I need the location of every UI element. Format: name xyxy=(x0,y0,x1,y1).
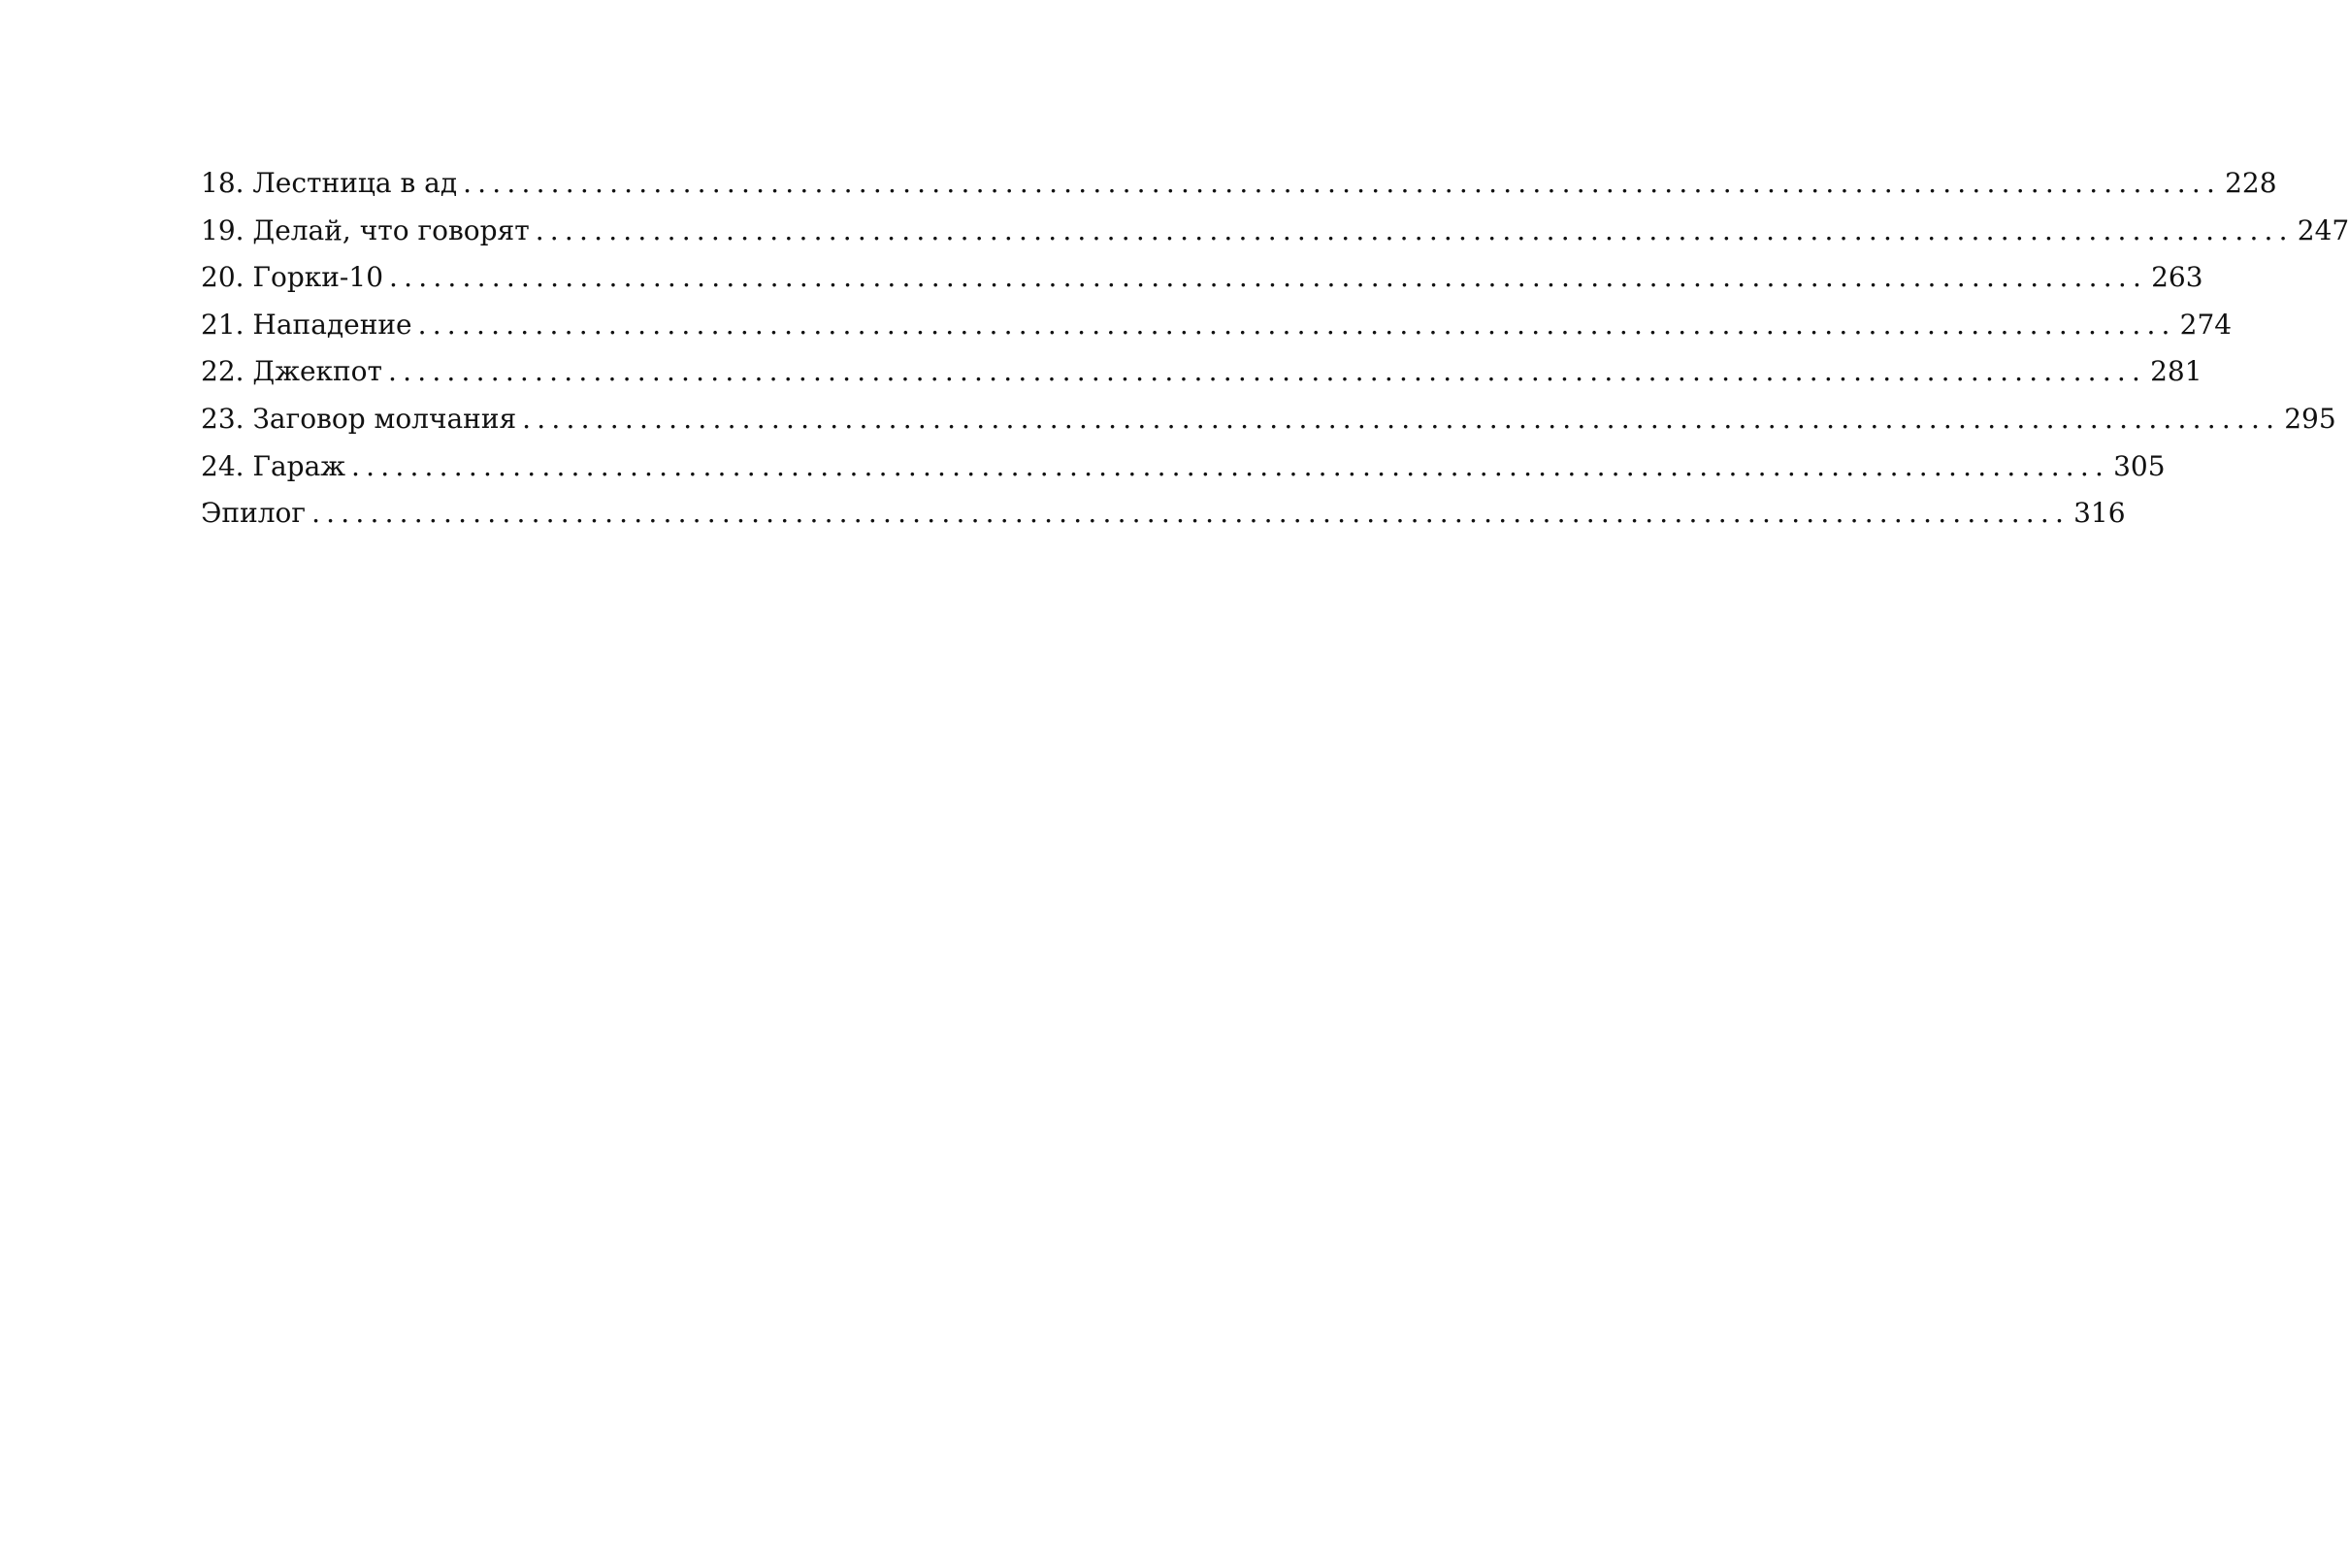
dot-leader: ........................................................................................................................ xyxy=(311,497,2071,530)
dot-leader: ........................................................................................................................ xyxy=(351,449,2110,482)
entry-page-number: 228 xyxy=(2225,167,2277,199)
toc-entry xyxy=(201,396,2336,443)
entry-page-number: 263 xyxy=(2151,261,2203,294)
toc-entry xyxy=(201,348,2202,396)
toc-entry xyxy=(201,302,2233,349)
toc-entry xyxy=(201,254,2203,302)
entry-page-number: 247 xyxy=(2297,213,2349,246)
dot-leader: ........................................................................................................................ xyxy=(522,402,2281,435)
table-of-contents xyxy=(201,160,2349,538)
entry-title: 19. Делай, что говорят xyxy=(201,213,530,246)
dot-leader: ........................................................................................................................ xyxy=(535,213,2294,246)
dot-leader: ........................................................................................................................ xyxy=(389,261,2148,294)
entry-title: 20. Горки-10 xyxy=(201,261,384,294)
entry-page-number: 274 xyxy=(2179,308,2233,341)
entry-title: 23. Заговор молчания xyxy=(201,402,517,435)
entry-page-number: 281 xyxy=(2150,355,2202,388)
entry-title: 21. Нападение xyxy=(201,308,412,341)
entry-title: Эпилог xyxy=(201,497,307,530)
entry-title: 24. Гараж xyxy=(201,449,346,482)
toc-entry xyxy=(201,490,2126,538)
entry-page-number: 316 xyxy=(2073,497,2126,530)
dot-leader: ........................................................................................................................ xyxy=(463,167,2222,199)
entry-page-number: 305 xyxy=(2113,449,2166,482)
dot-leader: ........................................................................................................................ xyxy=(417,308,2176,341)
entry-title: 22. Джекпот xyxy=(201,355,383,388)
dot-leader: ........................................................................................................................ xyxy=(388,355,2147,388)
toc-entry xyxy=(201,160,2277,208)
entry-page-number: 295 xyxy=(2284,402,2336,435)
toc-entry xyxy=(201,443,2166,491)
entry-title: 18. Лестница в ад xyxy=(201,167,458,199)
toc-entry xyxy=(201,208,2349,255)
